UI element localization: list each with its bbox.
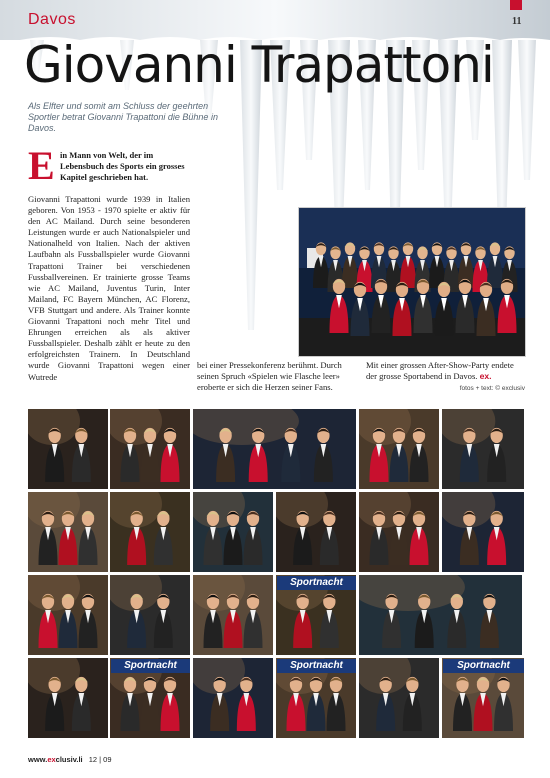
footer-site-ex: ex xyxy=(47,755,56,764)
event-photo xyxy=(28,658,108,738)
sportnacht-banner: Sportnacht xyxy=(277,659,356,673)
event-photo xyxy=(359,658,439,738)
footer-site-prefix: www. xyxy=(28,755,48,764)
event-photo xyxy=(193,658,273,738)
body-column-3-text: Mit einer grossen After-Show-Party endete der grosse Sportabend in Davos. xyxy=(366,360,514,382)
lead-text: in Mann von Welt, der im Lebensbuch des Sports ein grosses Kapitel geschrieben hat. xyxy=(60,150,185,183)
end-mark: ex. xyxy=(479,371,492,382)
event-photo xyxy=(442,492,524,572)
event-photo xyxy=(28,575,108,655)
sportnacht-banner: Sportnacht xyxy=(443,659,524,673)
footer-issue: 12 | 09 xyxy=(88,755,112,764)
event-photo xyxy=(28,492,108,572)
section-label: Davos xyxy=(28,11,76,28)
event-photo xyxy=(110,492,190,572)
photo-credits: fotos + text: © exclusiv xyxy=(459,385,525,392)
body-column-1: Giovanni Trapattoni wurde 1939 in Italien geboren. Von 1953 - 1970 spielte er aktiv für den AC Mailand. Durch seine besonderen Leistungen wurde er auch Nationalspieler und Nationalheld von Italien. Nach der aktiven Laufbahn als Fussballspieler wurde Giovanni Trapattoni Trainer bei verschiedenen Fussballvereinen. Er trainierte grosse Teams wie AC Mailand, Juventus Turin, Inter Mailand, FC Bayern München, AC Florenz, VFB Stuttgart und andere. Als Trainer konnte Giovanni Trapattoni noch mehr Titel und Ehrungen erreichen als als aktiver Fussballspieler. Deshalb zählt er heute zu den erfolgreichsten Trainern. In Deutschland wurde Giovanni Trapattoni wegen einer Wutrede xyxy=(28,194,190,382)
event-photo xyxy=(359,492,439,572)
drop-cap: E xyxy=(28,143,55,188)
event-photo xyxy=(193,409,356,489)
sportnacht-banner: Sportnacht xyxy=(111,659,190,673)
intro-text: Als Elfter und somit am Schluss der geehrten Sportler betrat Giovanni Trapattoni die Bühne in Davos. xyxy=(28,101,218,133)
page-number: 11 xyxy=(512,16,522,27)
group-photo xyxy=(298,207,526,357)
page-title: Giovanni Trapattoni xyxy=(24,36,494,94)
event-photo xyxy=(193,575,273,655)
page-tab-marker xyxy=(510,0,522,10)
event-photo xyxy=(110,575,190,655)
group-photo-image xyxy=(299,208,525,356)
event-photo xyxy=(359,575,522,655)
sportnacht-banner: Sportnacht xyxy=(277,576,356,590)
event-photo xyxy=(28,409,108,489)
event-photo xyxy=(110,409,190,489)
footer-site-suffix: clusiv.li xyxy=(55,755,83,764)
event-photo xyxy=(442,409,524,489)
event-photo xyxy=(276,492,356,572)
event-photo xyxy=(193,492,273,572)
body-column-2: bei einer Pressekonferenz berühmt. Durch seinen Spruch «Spielen wie Flasche leer» eroberte er sich die Herzen seiner Fans. xyxy=(197,360,342,393)
body-column-3 xyxy=(366,360,526,382)
event-photo xyxy=(359,409,439,489)
footer xyxy=(28,755,112,764)
